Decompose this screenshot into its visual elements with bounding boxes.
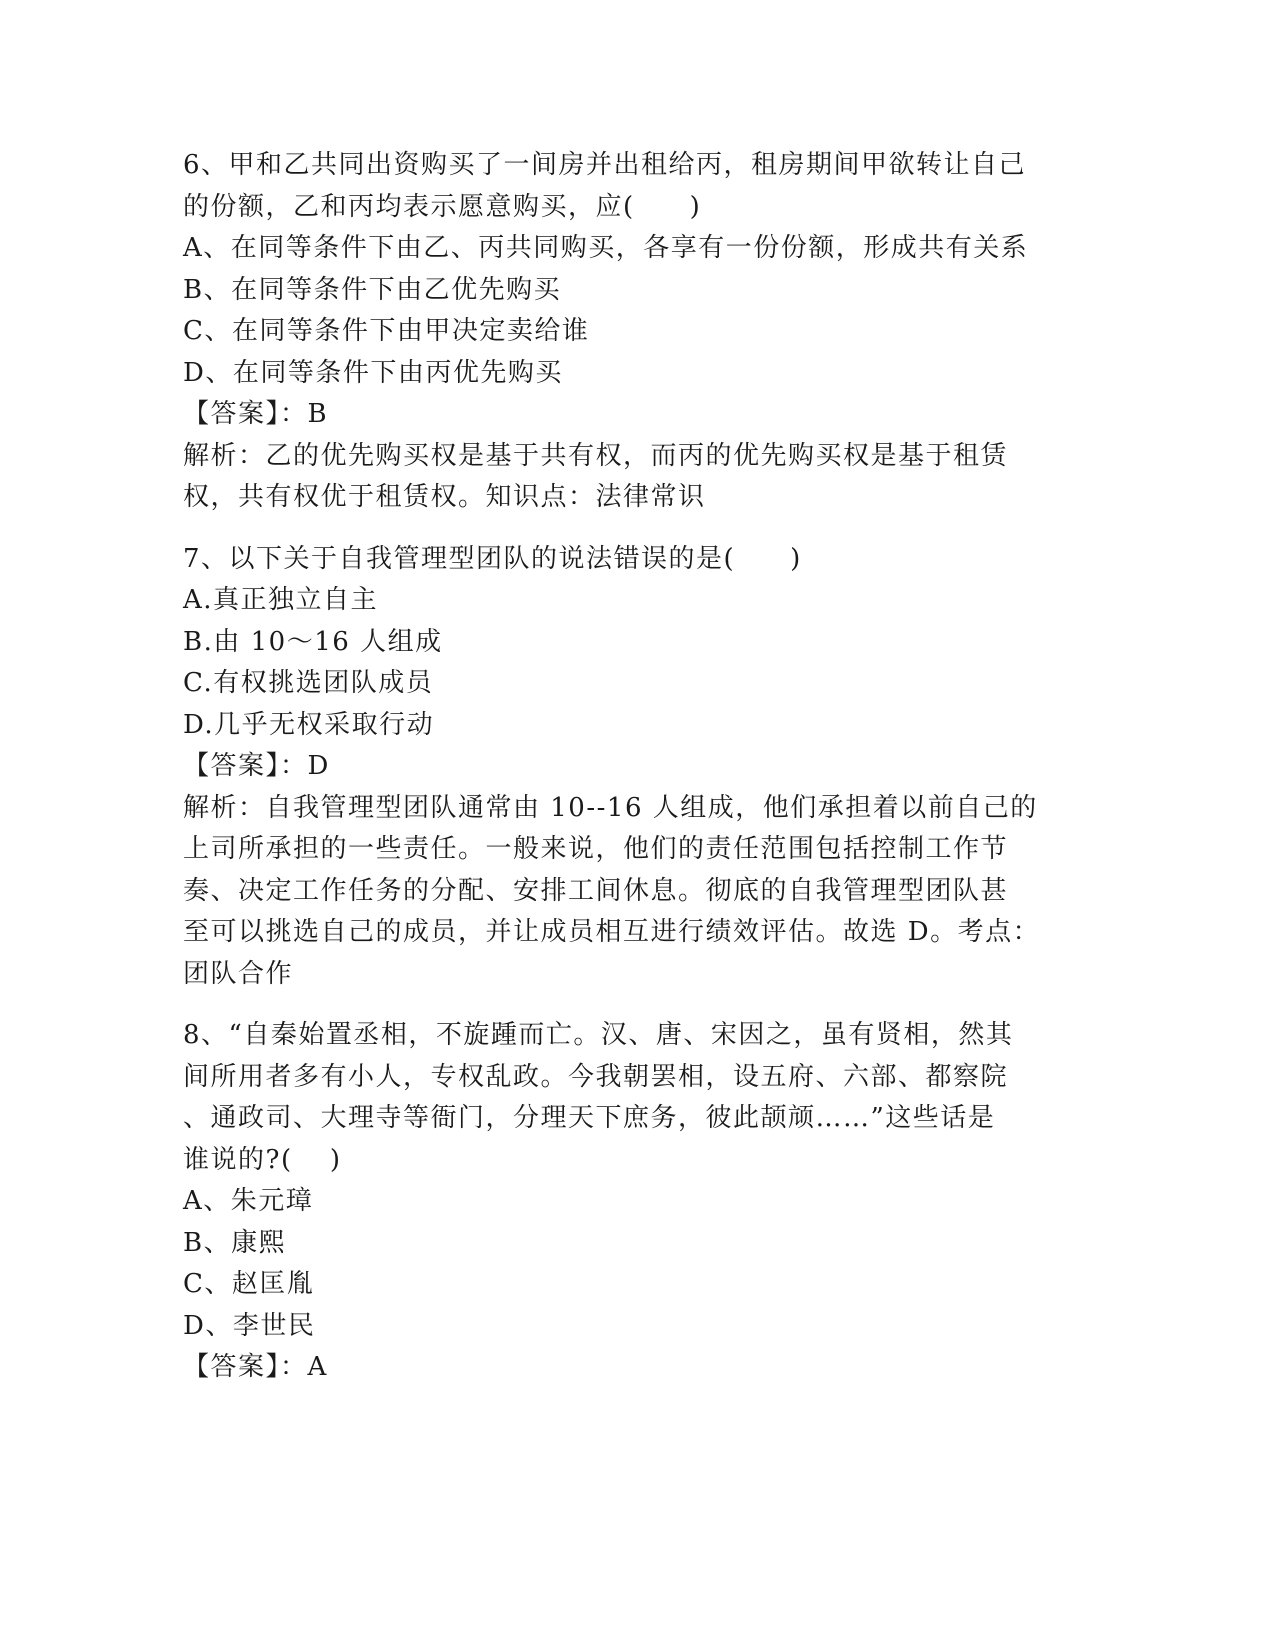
- option-b: B、康熙: [183, 1227, 287, 1258]
- question-stem-line: 7、以下关于自我管理型团队的说法错误的是( ): [183, 543, 802, 574]
- option-c: C、在同等条件下由甲决定卖给谁: [183, 316, 590, 346]
- answer: 【答案】：D: [183, 751, 330, 781]
- explanation-line: 解析：乙的优先购买权是基于共有权，而丙的优先购买权是基于租赁: [183, 440, 1009, 471]
- explanation-line: 奏、决定工作任务的分配、安排工间休息。彻底的自我管理型团队甚: [183, 875, 1009, 906]
- option-b: B、在同等条件下由乙优先购买: [183, 274, 562, 305]
- option-a: A、朱元璋: [183, 1186, 314, 1216]
- explanation-line: 至可以挑选自己的成员，并让成员相互进行绩效评估。故选 D。考点：: [183, 917, 1041, 947]
- explanation-line: 团队合作: [183, 958, 294, 989]
- question-stem-line: 的份额，乙和丙均表示愿意购买，应( ): [183, 191, 702, 222]
- option-a: A.真正独立自主: [183, 585, 379, 615]
- question-7: [183, 539, 1083, 996]
- question-stem-line: 谁说的?( ): [183, 1144, 342, 1175]
- question-6: [183, 145, 1083, 519]
- explanation-line: 权，共有权优于租赁权。知识点：法律常识: [183, 482, 706, 512]
- question-stem-line: 8、“自秦始置丞相，不旋踵而亡。汉、唐、宋因之，虽有贤相，然其: [183, 1020, 1014, 1050]
- option-b: B.由 10～16 人组成: [183, 626, 443, 657]
- question-stem-line: 6、甲和乙共同出资购买了一间房并出租给丙，租房期间甲欲转让自己: [183, 150, 1027, 180]
- question-list: [183, 145, 1083, 1389]
- answer: 【答案】：A: [183, 1352, 328, 1382]
- explanation-line: 解析：自我管理型团队通常由 10--16 人组成，他们承担着以前自己的: [183, 792, 1038, 823]
- option-d: D.几乎无权采取行动: [183, 709, 435, 740]
- question-stem-line: 、通政司、大理寺等衙门，分理天下庶务，彼此颉颃……”这些话是: [183, 1103, 996, 1133]
- option-d: D、李世民: [183, 1310, 316, 1341]
- option-c: C.有权挑选团队成员: [183, 668, 434, 698]
- option-d: D、在同等条件下由丙优先购买: [183, 357, 563, 388]
- option-c: C、赵匡胤: [183, 1269, 315, 1299]
- answer: 【答案】：B: [183, 399, 329, 429]
- explanation-line: 上司所承担的一些责任。一般来说，他们的责任范围包括控制工作节: [183, 834, 1009, 864]
- question-stem-line: 间所用者多有小人，专权乱政。今我朝罢相，设五府、六部、都察院: [183, 1061, 1009, 1092]
- option-a: A、在同等条件下由乙、丙共同购买，各享有一份份额，形成共有关系: [183, 233, 1029, 263]
- question-8: [183, 1015, 1083, 1389]
